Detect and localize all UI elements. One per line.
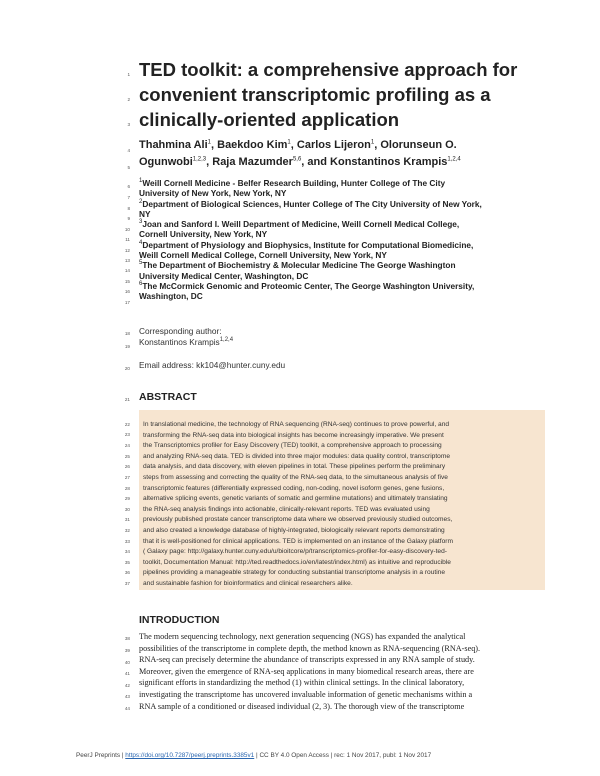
author-separator: , and (301, 156, 331, 168)
affiliation-line (139, 229, 559, 239)
introduction-line: significant efforts in standardizing the method (1) within clinical settings. In the clinical laboratory, (139, 678, 465, 688)
line-number: 42 (124, 683, 130, 688)
abstract-line: ( Galaxy page: http://galaxy.hunter.cuny.edu/u/bioitcore/p/transcriptomics-profiler-for-easy-discovery-ted- (143, 548, 447, 556)
introduction-line: The modern sequencing technology, next generation sequencing (NGS) has expanded the analytical (139, 632, 466, 641)
line-number: 35 (124, 560, 130, 565)
author-line-1 (139, 137, 559, 154)
introduction-line: Moreover, given the emergence of RNA-seq applications in many biomedical research areas, there are (139, 666, 474, 676)
line-number: 39 (124, 648, 130, 653)
line-number: 40 (124, 660, 130, 665)
author-affil-sup: 1 (207, 139, 211, 146)
line-number: 34 (124, 549, 130, 554)
line-number: 38 (124, 636, 130, 641)
author-name: Carlos Lijeron (296, 139, 371, 151)
line-number: 17 (124, 300, 130, 305)
affiliation-text: Joan and Sanford I. Weill Department of Medicine, Weill Cornell Medical College, (142, 219, 460, 230)
affiliation-line (139, 188, 559, 198)
line-number: 14 (124, 268, 130, 273)
author-name: Raja Mazumder (212, 156, 293, 168)
author-separator: , (290, 139, 297, 151)
abstract-line: alternative splicing events, genetic variants of somatic and germline mutations) and ultimately translating (143, 495, 448, 503)
line-number: 11 (125, 237, 130, 242)
line-number: 13 (124, 258, 130, 263)
line-number: 27 (124, 475, 130, 480)
affiliation-text: Department of Physiology and Biophysics, Institute for Computational Biomedicine, (142, 239, 474, 250)
abstract-line: In translational medicine, the technology of RNA sequencing (RNA-seq) continues to prove powerful, and (143, 421, 450, 428)
line-number: 30 (124, 507, 130, 512)
doi-link[interactable]: https://doi.org/10.7287/peerj.preprints.3385v1 (125, 752, 255, 759)
line-number: 28 (124, 486, 130, 491)
abstract-line: and also created a knowledge database of highly-integrated, biologically relevant reports demonstrating (143, 526, 445, 534)
affiliation-line (139, 260, 559, 270)
affiliation-sup: 3 (139, 219, 143, 226)
author-name: Ogunwobi (139, 156, 193, 168)
affiliation-text: Weill Cornell Medicine - Belfer Research Building, Hunter College of The City (142, 178, 446, 188)
affiliation-sup: 5 (139, 260, 143, 267)
author-list (139, 137, 559, 171)
introduction-line: possibilities of the transcriptome in complete depth, the method known as RNA-sequencing (RNA-seq). (139, 643, 481, 653)
email-address: Email address: kk104@hunter.cuny.edu (139, 360, 286, 370)
line-number: 33 (124, 539, 130, 544)
line-number: 31 (124, 517, 130, 522)
affiliation-line (139, 199, 559, 209)
line-number: 43 (124, 694, 130, 699)
line-number: 8 (127, 206, 130, 211)
affiliation-text: University Medical Center, Washington, DC (139, 270, 309, 281)
line-number: 5 (127, 165, 130, 170)
affiliation-text: Cornell University, New York, NY (139, 229, 268, 240)
author-separator: , (374, 139, 381, 151)
line-number: 2 (127, 97, 130, 102)
author-separator: , (211, 139, 218, 151)
introduction-heading: INTRODUCTION (139, 614, 220, 626)
affiliation-text: NY (139, 208, 151, 219)
affiliation-sup: 1 (139, 178, 143, 185)
affiliation-line (139, 291, 559, 301)
affiliation-text: Weill Cornell Medical College, Cornell University, New York, NY (139, 250, 387, 261)
line-number: 21 (124, 397, 130, 402)
corresponding-label: Corresponding author: (139, 326, 222, 336)
footer-suffix: | CC BY 4.0 Open Access | rec: 1 Nov 2017, publ: 1 Nov 2017 (254, 752, 432, 759)
introduction-line: RNA-seq can precisely determine the abundance of transcripts expressed in any RNA sample of study. (139, 655, 475, 665)
line-number: 12 (124, 248, 130, 253)
abstract-line: and sustainable fashion for bioinformatics and clinical researchers alike. (143, 579, 353, 587)
affiliation-line (139, 240, 559, 250)
footer-prefix: PeerJ Preprints | (76, 752, 126, 759)
line-number: 20 (124, 366, 130, 371)
line-number: 15 (124, 279, 130, 284)
affiliation-text: The Department of Biochemistry & Molecular Medicine The George Washington (142, 260, 456, 271)
affiliation-line (139, 271, 559, 281)
author-affil-sup: 1 (370, 139, 375, 146)
line-number: 26 (124, 464, 130, 469)
title-line: TED toolkit: a comprehensive approach for (139, 59, 518, 80)
title-line: convenient transcriptomic profiling as a (139, 84, 491, 105)
title-line: clinically-oriented application (139, 109, 400, 130)
line-number: 19 (124, 344, 130, 349)
affiliation-line (139, 250, 559, 260)
line-number: 24 (124, 443, 130, 448)
abstract-line: the Transcriptomics profiler for Easy Discovery (TED) toolkit, a comprehensive approach to processing (143, 442, 442, 450)
line-number: 18 (124, 331, 130, 336)
corresponding-sup: 1,2,4 (219, 337, 234, 344)
author-affil-sup: 5,6 (292, 156, 302, 163)
affiliation-line (139, 281, 559, 291)
author-name: Thahmina Ali (139, 139, 208, 151)
line-number: 23 (124, 432, 130, 437)
abstract-line: the RNA-seq analysis findings into actionable, clinically-relevant reports. TED was evaluated using (143, 505, 430, 513)
affiliation-sup: 4 (139, 240, 143, 247)
affiliation-text: The McCormick Genomic and Proteomic Center, The George Washington University, (142, 280, 475, 291)
abstract-line: pipelines providing a manageable strategy for conducting substantial transcriptome analysis in a routine (143, 569, 446, 577)
affiliation-sup: 6 (139, 281, 143, 288)
author-affil-sup: 1,2,4 (447, 156, 461, 163)
affiliation-text: Washington, DC (139, 291, 203, 302)
corresponding-name-line (139, 337, 233, 348)
line-number: 29 (124, 496, 130, 501)
introduction-line: investigating the transcriptome has uncovered invaluable information of genetic mechanisms within a (139, 689, 473, 699)
author-line-2 (139, 154, 559, 171)
line-number: 36 (124, 570, 130, 575)
line-number: 10 (124, 227, 130, 232)
line-number: 41 (124, 671, 130, 676)
introduction-line: RNA sample of a conditioned or diseased individual (2, 3). The thorough view of the transcriptome (139, 701, 465, 711)
author-affil-sup: 1 (287, 139, 291, 146)
line-number: 4 (127, 148, 130, 153)
author-affil-sup: 1,2,3 (192, 156, 207, 163)
affiliation-line (139, 209, 559, 219)
abstract-line: transcriptomic features (differentially expressed coding, non-coding, novel isoform genes, gene fusions, (143, 484, 445, 492)
corresponding-author (139, 326, 233, 348)
affiliation-line (139, 219, 559, 229)
line-number: 6 (127, 184, 130, 189)
abstract-line: data analysis, and data discovery, with eleven pipelines in total. These pipelines perform the preliminary (143, 463, 446, 471)
affiliation-list (139, 178, 559, 302)
abstract-line: toolkit, Documentation Manual: http://ted.readthedocs.io/en/latest/index.html) as intuitive and reproducible (143, 558, 451, 566)
line-number: 25 (124, 454, 130, 459)
abstract-body (143, 420, 543, 590)
abstract-line: transforming the RNA-seq data into biological insights has become increasingly imperative. We present (143, 431, 444, 439)
line-number: 9 (127, 216, 130, 221)
abstract-heading: ABSTRACT (139, 391, 197, 403)
introduction-body (139, 631, 549, 712)
author-separator: , (206, 156, 213, 168)
line-number: 44 (124, 706, 130, 711)
affiliation-text: University of New York, New York, NY (139, 188, 287, 199)
line-number: 22 (124, 422, 130, 427)
affiliation-text: Department of Biological Sciences, Hunter College of The City University of New York, (142, 198, 482, 209)
author-name: Baekdoo Kim (217, 139, 288, 151)
affiliation-sup: 2 (139, 198, 143, 205)
paper-title (139, 57, 579, 132)
line-number: 37 (124, 581, 130, 586)
affiliation-line (139, 178, 559, 188)
line-number: 16 (124, 289, 130, 294)
line-number: 7 (127, 195, 130, 200)
abstract-line: and analyzing RNA-seq data. TED is divided into three major modules: data quality control, transcriptome (143, 452, 451, 460)
abstract-line: previously published prostate cancer transcriptome data where we observed previously studied outcomes, (143, 516, 453, 524)
abstract-line: steps from assessing and correcting the quality of the RNA-seq data, to the simultaneous analysis of five (143, 473, 448, 481)
corresponding-name: Konstantinos Krampis (139, 337, 220, 347)
author-name: Olorunseun O. (380, 139, 457, 151)
line-number: 1 (127, 72, 130, 77)
abstract-line: that it is well-positioned for clinical applications. TED is implemented on an instance of the Galaxy platform (143, 537, 453, 545)
line-number: 32 (124, 528, 130, 533)
preprint-footer (76, 752, 431, 759)
author-name: Konstantinos Krampis (330, 156, 448, 168)
line-number: 3 (127, 122, 130, 127)
